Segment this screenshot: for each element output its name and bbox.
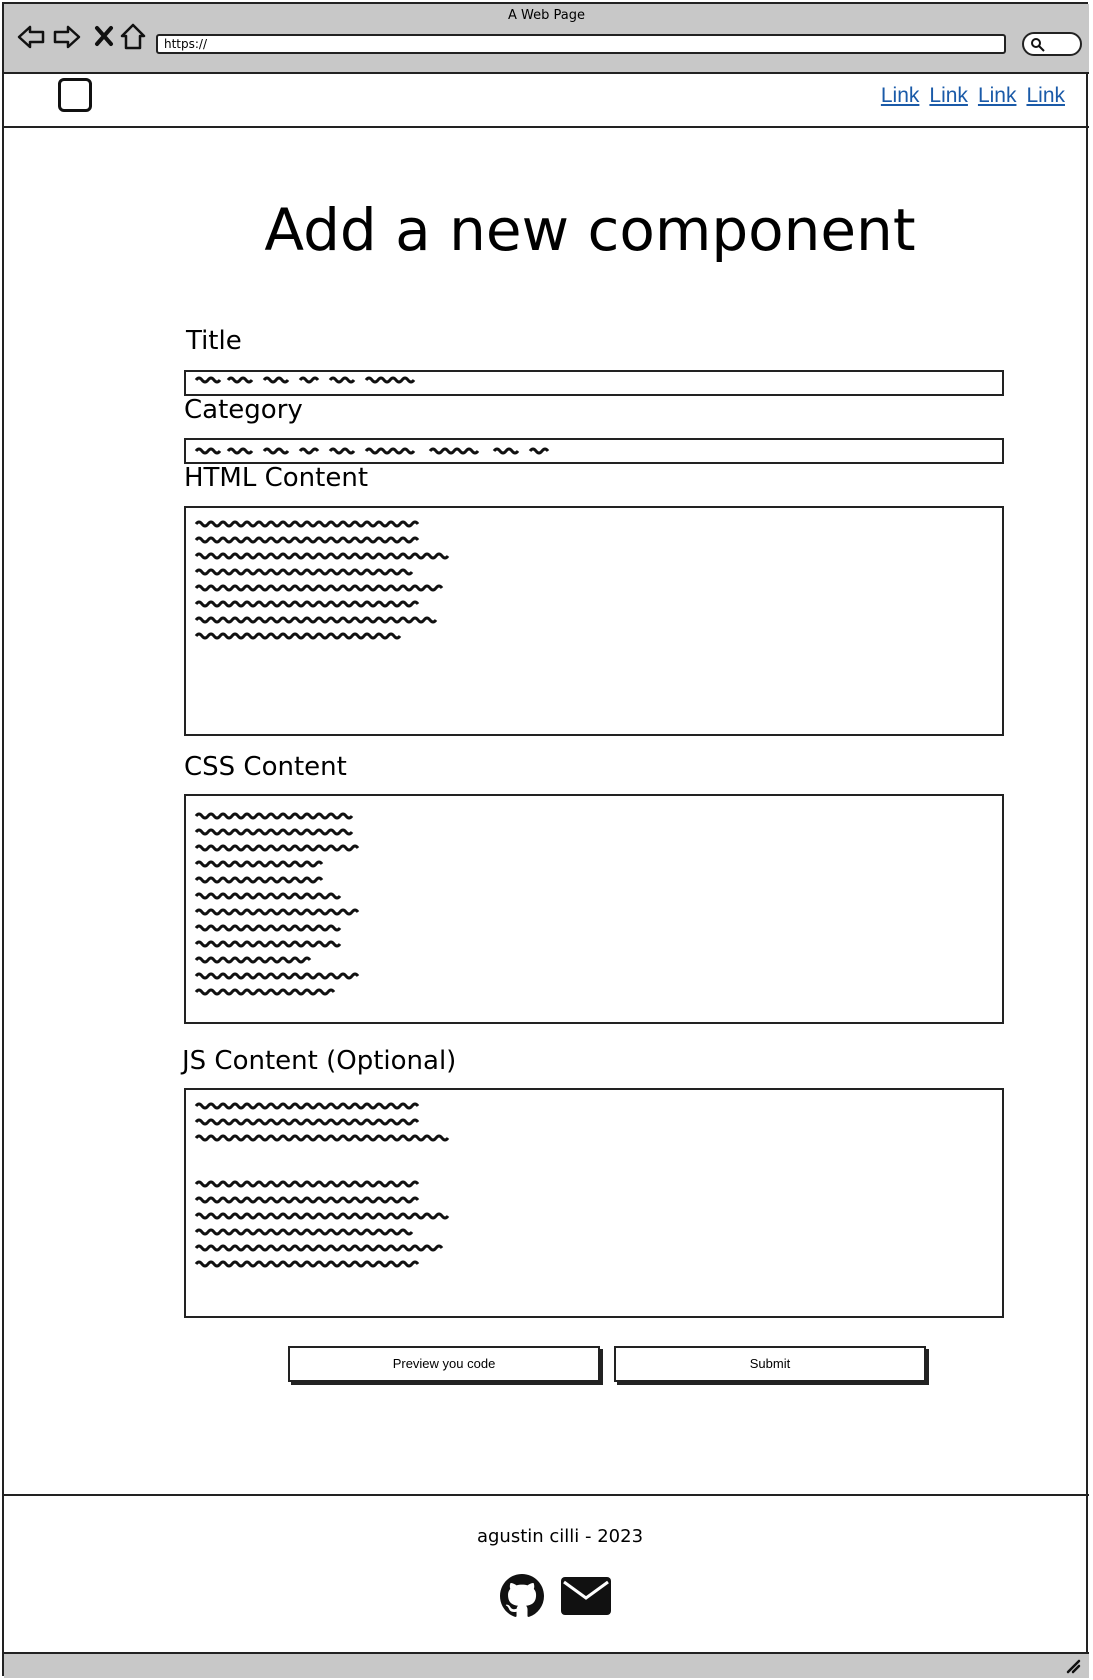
category-label: Category (184, 395, 303, 425)
footer-divider (4, 1494, 1089, 1496)
js-content-label: JS Content (Optional) (182, 1046, 457, 1076)
logo-placeholder[interactable] (58, 78, 92, 112)
browser-toolbar (4, 4, 1089, 74)
nav-link-1[interactable]: Link (880, 84, 920, 107)
page-title: Add a new component (264, 196, 916, 264)
title-input[interactable] (184, 370, 1004, 396)
stop-icon[interactable] (90, 22, 120, 52)
nav-links (881, 84, 1065, 108)
back-arrow-icon[interactable] (16, 22, 46, 52)
nav-link-2[interactable]: Link (929, 84, 968, 107)
url-bar[interactable]: https:// (156, 34, 1006, 54)
nav-link-3[interactable]: Link (977, 84, 1017, 107)
site-header (4, 74, 1089, 128)
html-content-textarea[interactable] (184, 506, 1004, 736)
submit-button[interactable]: Submit (614, 1346, 926, 1382)
resize-grip-icon[interactable] (1065, 1658, 1081, 1674)
home-icon[interactable] (118, 22, 148, 52)
footer-credit: agustin cilli - 2023 (476, 1526, 644, 1547)
nav-link-4[interactable]: Link (1026, 84, 1065, 107)
forward-arrow-icon[interactable] (52, 22, 82, 52)
title-label: Title (186, 326, 242, 356)
js-content-textarea[interactable] (184, 1088, 1004, 1318)
search-box[interactable] (1022, 32, 1082, 56)
html-content-label: HTML Content (184, 463, 369, 493)
preview-code-button[interactable]: Preview you code (288, 1346, 600, 1382)
window-title: A Web Page (508, 8, 585, 23)
category-input[interactable] (184, 438, 1004, 464)
github-icon[interactable] (500, 1574, 544, 1622)
css-content-label: CSS Content (184, 752, 347, 782)
search-icon (1030, 37, 1046, 53)
status-bar (4, 1652, 1089, 1678)
css-content-textarea[interactable] (184, 794, 1004, 1024)
email-icon[interactable] (560, 1576, 612, 1620)
